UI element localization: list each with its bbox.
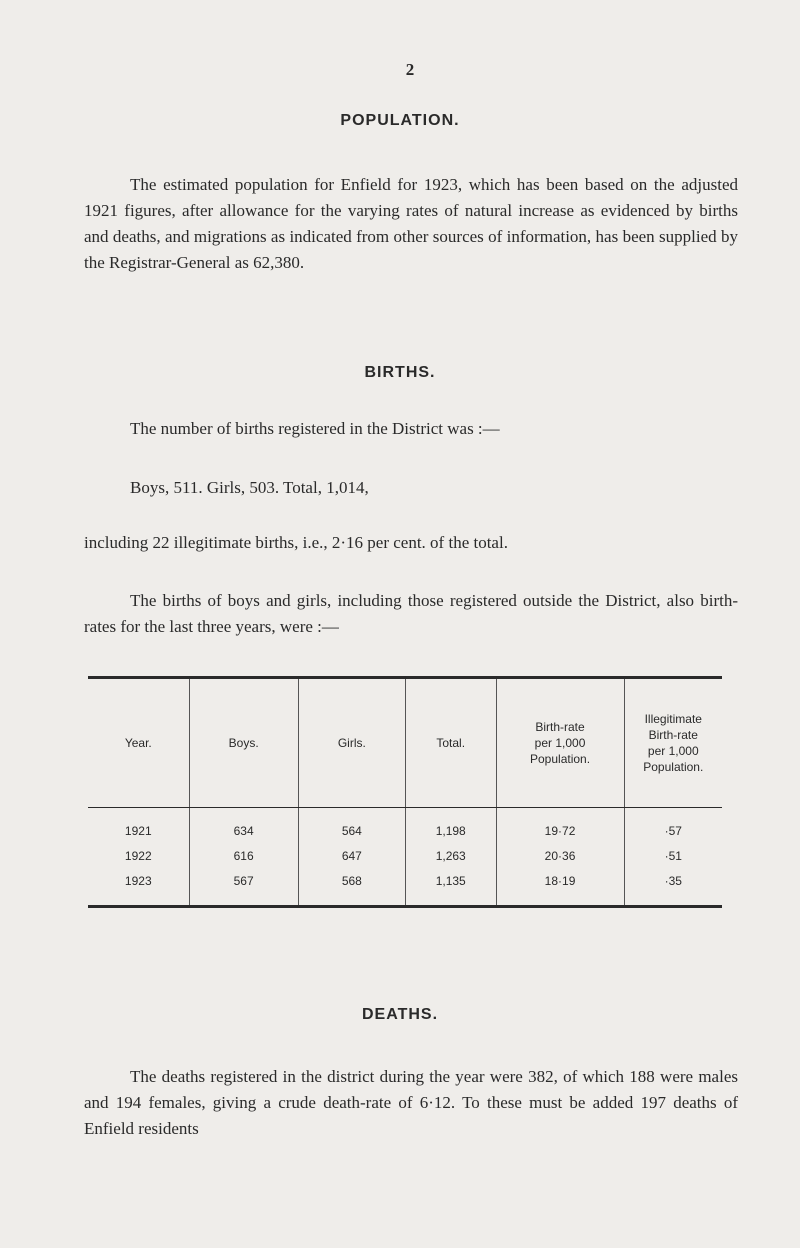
header-illegitimate-line-3: per 1,000 <box>647 744 699 758</box>
table-row <box>88 868 722 907</box>
cell-illegitimate-rate: ·57 <box>624 808 722 844</box>
table-header-row <box>88 678 722 808</box>
header-birth-rate-line-1: Birth-rate <box>535 720 585 734</box>
births-table-intro: The births of boys and girls, including those registered outside the District, also birth-rates for the last three years, were :— <box>84 591 738 636</box>
population-paragraph: The estimated population for Enfield for 1923, which has been based on the adjusted 1921 figures, after allowance for the varying rates of natural increase as evidenced by births and deaths, and migrations as indicated from other sources of information, has been supplied by the Registrar-General as 62,380. <box>84 175 738 272</box>
cell-illegitimate-rate: ·51 <box>624 843 722 868</box>
header-birth-rate <box>496 678 624 808</box>
header-boys: Boys. <box>189 678 298 808</box>
header-year: Year. <box>88 678 189 808</box>
cell-boys: 567 <box>189 868 298 907</box>
births-intro: The number of births registered in the District was :— <box>130 419 500 438</box>
cell-year: 1921 <box>124 823 152 838</box>
header-girls: Girls. <box>298 678 405 808</box>
population-heading: POPULATION. <box>340 112 460 129</box>
cell-total: 1,198 <box>405 808 496 844</box>
header-illegitimate-line-2: Birth-rate <box>648 728 698 742</box>
header-illegitimate-rate <box>624 678 722 808</box>
page-number: 2 <box>405 60 415 79</box>
cell-birth-rate: 20·36 <box>496 843 624 868</box>
births-counts: Boys, 511. Girls, 503. Total, 1,014, <box>130 478 369 497</box>
cell-boys: 634 <box>189 808 298 844</box>
header-birth-rate-line-2: per 1,000 <box>534 736 586 750</box>
cell-boys: 616 <box>189 843 298 868</box>
cell-illegitimate-rate: ·35 <box>624 868 722 907</box>
births-illegitimate: including 22 illegitimate births, i.e., 2·16 per cent. of the total. <box>84 533 508 552</box>
deaths-heading: DEATHS. <box>361 1006 439 1023</box>
cell-birth-rate: 18·19 <box>496 868 624 907</box>
cell-girls: 647 <box>298 843 405 868</box>
table-row <box>88 808 722 844</box>
header-total: Total. <box>405 678 496 808</box>
cell-year: 1923 <box>124 873 152 888</box>
header-illegitimate-line-4: Population. <box>643 760 704 774</box>
cell-total: 1,263 <box>405 843 496 868</box>
births-table <box>88 676 722 908</box>
cell-total: 1,135 <box>405 868 496 907</box>
births-heading: BIRTHS. <box>364 364 436 381</box>
header-illegitimate-line-1: Illegitimate <box>644 712 702 726</box>
cell-birth-rate: 19·72 <box>496 808 624 844</box>
cell-girls: 568 <box>298 868 405 907</box>
cell-year: 1922 <box>124 848 152 863</box>
deaths-paragraph: The deaths registered in the district during the year were 382, of which 188 were males and 194 females, giving a crude death-rate of 6·12. To these must be added 197 deaths of Enfield residents <box>84 1067 738 1138</box>
table-row <box>88 843 722 868</box>
header-birth-rate-line-3: Population. <box>530 752 591 766</box>
cell-girls: 564 <box>298 808 405 844</box>
